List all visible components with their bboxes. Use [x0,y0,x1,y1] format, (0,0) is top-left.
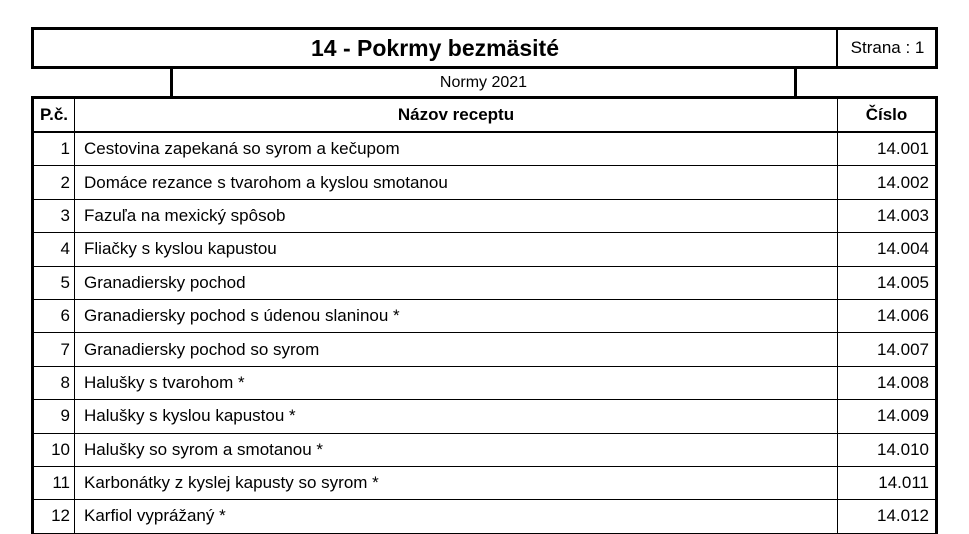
recipe-code: 14.008 [877,372,929,392]
page-title: 14 - Pokrmy bezmäsité [310,34,559,61]
table-row [34,434,935,467]
column-header-code: Číslo [865,105,908,124]
recipe-code: 14.010 [877,439,929,459]
recipe-name: Fliačky s kyslou kapustou [75,233,838,265]
recipe-name: Halušky s kyslou kapustou * [75,400,838,432]
row-number: 5 [34,267,75,299]
recipe-name: Halušky s tvarohom * [75,367,838,399]
recipe-name: Granadiersky pochod so syrom [75,333,838,365]
recipe-code: 14.011 [878,473,929,493]
row-number: 7 [34,333,75,365]
table-row [34,166,935,199]
recipe-code: 14.001 [877,139,929,159]
row-number: 10 [34,434,75,466]
table-row [34,467,935,500]
table-row [34,333,935,366]
recipe-code: 14.004 [877,239,929,259]
recipe-code: 14.003 [877,205,929,225]
recipe-name: Halušky so syrom a smotanou * [75,434,838,466]
recipe-name: Granadiersky pochod s údenou slaninou * [75,300,838,332]
table-header-row [34,99,935,133]
recipe-code: 14.012 [877,506,929,526]
table-row [34,300,935,333]
table-row [34,133,935,166]
recipe-code: 14.005 [877,272,929,292]
recipe-name: Fazuľa na mexický spôsob [75,200,838,232]
table-row [34,367,935,400]
table-row [34,400,935,433]
recipe-code: 14.002 [877,172,929,192]
column-header-name: Názov receptu [75,99,838,131]
row-number: 9 [34,400,75,432]
recipe-code: 14.006 [877,306,929,326]
table-row [34,267,935,300]
row-number: 1 [34,133,75,165]
row-number: 3 [34,200,75,232]
row-number: 8 [34,367,75,399]
recipe-name: Karfiol vyprážaný * [75,500,838,532]
page-number: Strana : 1 [836,30,937,66]
row-number: 11 [34,467,75,499]
title-box [31,27,938,69]
recipe-code: 14.009 [877,406,929,426]
recipe-code: 14.007 [877,339,929,359]
recipe-name: Karbonátky z kyslej kapusty so syrom * [75,467,838,499]
recipe-name: Granadiersky pochod [75,267,838,299]
row-number: 12 [34,500,75,532]
recipe-name: Domáce rezance s tvarohom a kyslou smotanou [75,166,838,198]
recipe-name: Cestovina zapekaná so syrom a kečupom [75,133,838,165]
row-number: 6 [34,300,75,332]
column-header-number: P.č. [34,99,75,131]
row-number: 2 [34,166,75,198]
table-row [34,200,935,233]
row-number: 4 [34,233,75,265]
recipe-table [31,96,938,534]
norms-label: Normy 2021 [170,69,797,97]
table-row [34,233,935,266]
table-row [34,500,935,533]
